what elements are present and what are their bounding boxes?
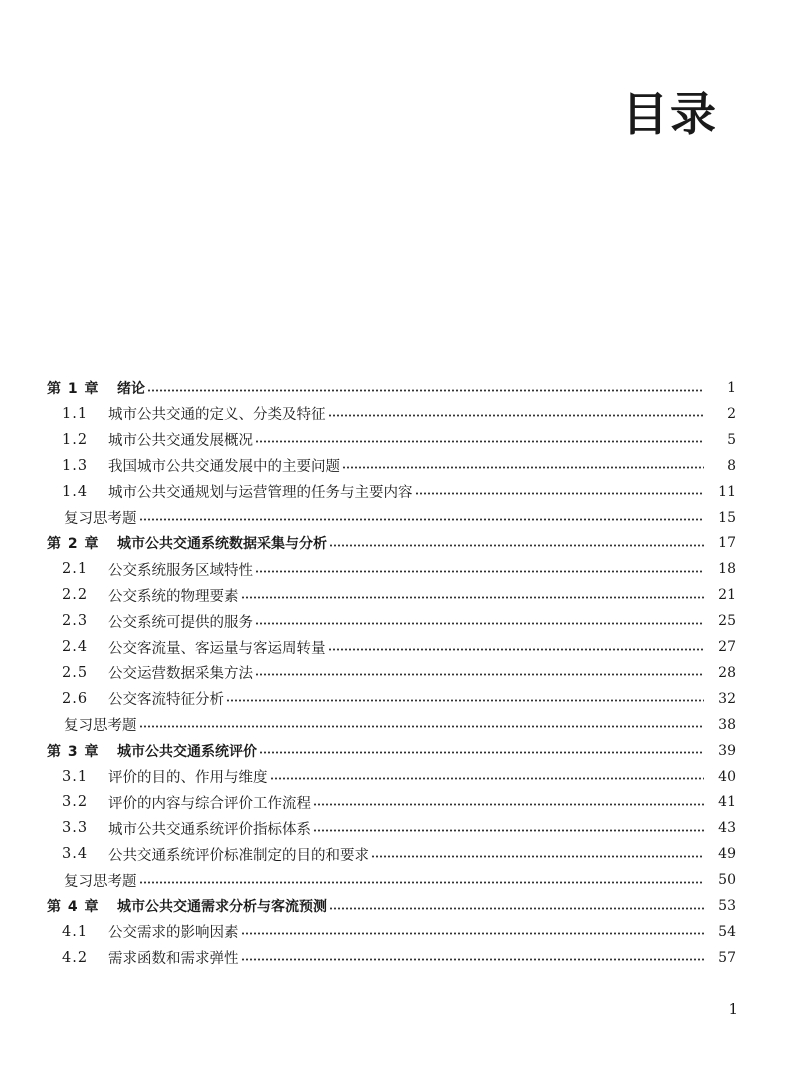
- toc-entry-number: 1.1: [62, 405, 89, 422]
- toc-entry-title: 我国城市公共交通发展中的主要问题: [108, 459, 340, 476]
- toc-dot-leader: [328, 648, 705, 651]
- toc-entry-number: 2.5: [62, 664, 89, 681]
- toc-dot-leader: [139, 518, 705, 521]
- toc-dot-leader: [259, 751, 704, 754]
- toc-dot-leader: [255, 570, 704, 573]
- toc-entry-review: [0, 712, 790, 738]
- toc-entry-title: 复习思考题: [64, 873, 137, 890]
- toc-entry-number: 第 4 章: [47, 899, 100, 915]
- toc-entry-page: 53: [718, 898, 736, 914]
- toc-dot-leader: [342, 466, 704, 469]
- toc-entry-section: [0, 686, 790, 712]
- toc-entry-page: 57: [718, 949, 736, 966]
- toc-entry-section: [0, 453, 790, 479]
- toc-entry-title: 公交运营数据采集方法: [108, 666, 253, 683]
- toc-entry-title: 复习思考题: [64, 718, 137, 735]
- toc-entry-title: 公交系统可提供的服务: [108, 614, 253, 631]
- toc-entry-title: 公交客流量、客运量与客运周转量: [108, 640, 326, 657]
- toc-entry-page: 38: [718, 716, 736, 733]
- toc-entry-title: 城市公共交通系统评价指标体系: [108, 821, 311, 838]
- toc-entry-number: 1.2: [62, 431, 89, 448]
- toc-dot-leader: [255, 440, 704, 443]
- toc-entry-title: 公共交通系统评价标准制定的目的和要求: [108, 847, 369, 864]
- page-number: 1: [728, 1000, 738, 1018]
- toc-entry-section: [0, 479, 790, 505]
- toc-entry-chapter: [0, 375, 790, 401]
- toc-entry-number: 3.2: [62, 794, 89, 811]
- toc-entry-number: 2.2: [62, 587, 89, 604]
- toc-entry-page: 25: [718, 613, 736, 630]
- toc-entry-number: 2.1: [62, 561, 89, 578]
- toc-entry-page: 39: [718, 742, 736, 759]
- toc-entry-title: 公交需求的影响因素: [108, 925, 239, 942]
- toc-entry-number: 1.3: [62, 457, 89, 474]
- toc-entry-section: [0, 556, 790, 582]
- toc-dot-leader: [270, 777, 705, 780]
- toc-dot-leader: [147, 389, 704, 392]
- toc-dot-leader: [226, 699, 704, 702]
- toc-entry-page: 32: [718, 690, 736, 707]
- toc-entry-title: 城市公共交通需求分析与客流预测: [117, 899, 327, 915]
- toc-entry-page: 17: [718, 535, 736, 552]
- toc-entry-chapter: [0, 738, 790, 764]
- toc-dot-leader: [241, 958, 705, 961]
- toc-entry-review: [0, 505, 790, 531]
- toc-entry-title: 需求函数和需求弹性: [108, 951, 239, 968]
- toc-entry-title: 公交系统服务区域特性: [108, 562, 253, 579]
- toc-entry-title: 公交客流特征分析: [108, 692, 224, 709]
- toc-entry-page: 40: [718, 768, 736, 785]
- toc-dot-leader: [139, 725, 705, 728]
- toc-entry-title: 公交系统的物理要素: [108, 588, 239, 605]
- toc-entry-number: 第 2 章: [47, 536, 100, 553]
- toc-dot-leader: [329, 544, 704, 547]
- toc-entry-page: 54: [718, 923, 736, 940]
- toc-dot-leader: [255, 622, 704, 625]
- toc-dot-leader: [329, 907, 704, 910]
- toc-entry-page: 41: [718, 794, 736, 811]
- toc-entry-section: [0, 582, 790, 608]
- toc-entry-section: [0, 919, 790, 945]
- toc-entry-section: [0, 841, 790, 867]
- toc-entry-page: 8: [727, 457, 736, 474]
- toc-dot-leader: [139, 881, 705, 884]
- toc-entry-title: 评价的目的、作用与维度: [108, 770, 268, 786]
- toc-entry-page: 11: [718, 483, 736, 500]
- toc-entry-section: [0, 427, 790, 453]
- page-title: 目录: [622, 87, 718, 141]
- toc-entry-number: 2.6: [62, 690, 89, 707]
- toc-entry-number: 2.4: [62, 639, 89, 655]
- toc-entry-section: [0, 660, 790, 686]
- toc-entry-title: 城市公共交通系统数据采集与分析: [117, 536, 327, 553]
- toc-entry-number: 4.2: [62, 949, 89, 966]
- toc-entry-page: 2: [727, 405, 736, 422]
- toc-entry-page: 18: [718, 561, 736, 578]
- toc-dot-leader: [241, 596, 705, 599]
- toc-entry-section: [0, 634, 790, 660]
- toc-dot-leader: [313, 803, 704, 806]
- toc-entry-number: 第 3 章: [47, 743, 100, 760]
- toc-entry-page: 15: [718, 509, 736, 526]
- toc-entry-title: 绪论: [117, 381, 145, 397]
- toc-entry-chapter: [0, 893, 790, 919]
- toc-entry-number: 4.1: [62, 923, 89, 940]
- toc-entry-section: [0, 401, 790, 427]
- toc-entry-section: [0, 789, 790, 815]
- toc-dot-leader: [328, 414, 705, 417]
- toc-entry-title: 城市公共交通的定义、分类及特征: [108, 407, 326, 424]
- toc-entry-page: 21: [718, 587, 736, 604]
- toc-dot-leader: [313, 829, 704, 832]
- toc-dot-leader: [255, 673, 704, 676]
- toc-dot-leader: [241, 932, 705, 935]
- toc-entry-section: [0, 764, 790, 790]
- toc-entry-title: 复习思考题: [64, 511, 137, 527]
- toc-dot-leader: [415, 492, 705, 495]
- toc-entry-page: 49: [718, 846, 736, 863]
- toc-entry-title: 评价的内容与综合评价工作流程: [108, 795, 311, 812]
- toc-entry-page: 5: [727, 431, 736, 448]
- toc-entry-number: 3.3: [62, 820, 89, 837]
- toc-entry-page: 43: [718, 820, 736, 837]
- toc-entry-chapter: [0, 530, 790, 556]
- toc-entry-page: 50: [718, 872, 736, 889]
- toc-entry-review: [0, 867, 790, 893]
- toc-entry-title: 城市公共交通规划与运营管理的任务与主要内容: [108, 485, 413, 502]
- toc-entry-number: 第 1 章: [47, 381, 100, 397]
- toc-entry-section: [0, 608, 790, 634]
- toc-entry-number: 3.4: [62, 846, 89, 863]
- toc-entry-section: [0, 815, 790, 841]
- toc-dot-leader: [371, 855, 704, 858]
- toc-entry-number: 3.1: [62, 768, 89, 785]
- toc-entry-number: 2.3: [62, 613, 89, 630]
- toc-entry-page: 28: [718, 664, 736, 681]
- toc-entry-title: 城市公共交通发展概况: [108, 433, 253, 450]
- toc-entry-section: [0, 945, 790, 971]
- toc-entry-page: 27: [718, 639, 736, 655]
- toc-entry-number: 1.4: [62, 483, 89, 500]
- toc-entry-title: 城市公共交通系统评价: [117, 743, 257, 760]
- toc-entry-page: 1: [727, 380, 736, 396]
